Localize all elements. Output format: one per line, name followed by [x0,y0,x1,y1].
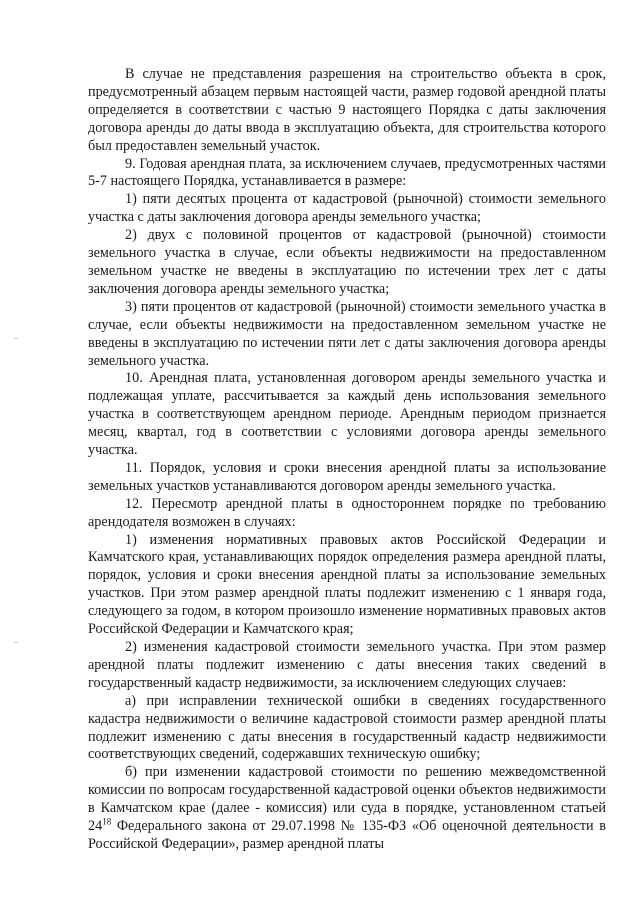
paragraph: 10. Арендная плата, установленная договором аренды земельного участка и подлежащая уплате, рассчитывается за каждый день использования земельного участка в соответствующем арендном периоде. Арендным периодом признается месяц, квартал, год в соответствии с условиями договора аренды земельного участка. [88,370,606,459]
margin-mark [14,338,18,339]
paragraph: 2) двух с половиной процентов от кадастровой (рыночной) стоимости земельного участка в случае, если объекты недвижимости на предоставленном земельном участке не введены в эксплуатацию по истечении трех лет с даты заключения договора аренды земельного участка; [88,227,606,297]
paragraph: 11. Порядок, условия и сроки внесения арендной платы за использование земельных участков устанавливаются договором аренды земельного участка. [88,459,606,494]
paragraph: а) при исправлении технической ошибки в сведениях государственного кадастра недвижимости о величине кадастровой стоимости размер арендной платы подлежит изменению с даты внесения в государственный кадастр недвижимости соответствующих сведений, содержавших техническую ошибку; [88,692,606,763]
paragraph: 3) пяти процентов от кадастровой (рыночной) стоимости земельного участка в случае, если объекты недвижимости на предоставленном земельном участке не введены в эксплуатацию по истечении пяти лет с даты заключения договора аренды земельного участка. [88,298,606,369]
paragraph-text: Федерального закона от 29.07.1998 № 135-ФЗ «Об оценочной деятельности в Российской Федерации», размер арендной платы [88,818,606,852]
paragraph-last [88,764,606,854]
paragraph: 2) изменения кадастровой стоимости земельного участка. При этом размер арендной платы подлежит изменению с даты внесения таких сведений в государственный кадастр недвижимости, за исключением следующих случаев: [88,639,606,691]
paragraph: 12. Пересмотр арендной платы в одностороннем порядке по требованию арендодателя возможен в случаях: [88,495,606,530]
paragraph-text: б) при изменении кадастровой стоимости по решению межведомственной комиссии по вопросам государственной кадастровой оценки объектов недвижимости в Камчатском крае (далее - комиссия) или суда в порядке, установленном статьей 24 [88,764,606,835]
paragraph: 1) изменения нормативных правовых актов Российской Федерации и Камчатского края, устанавливающих порядок определения размера арендной платы, порядок, условия и сроки внесения арендной платы за использование земельных участков. При этом размер арендной платы подлежит изменению с 1 января года, следующего за годом, в котором произошло изменение нормативных правовых актов Российской Федерации и Камчатского края; [88,531,606,638]
paragraph: 1) пяти десятых процента от кадастровой (рыночной) стоимости земельного участка с даты заключения договора аренды земельного участка; [88,191,606,226]
document-page [88,66,606,854]
paragraph: В случае не представления разрешения на строительство объекта в срок, предусмотренный абзацем первым настоящей части, размер годовой арендной платы определяется в соответствии с частью 9 настоящего Порядка с даты заключения договора аренды до даты ввода в эксплуатацию объекта, для строительства которого был предоставлен земельный участок. [88,66,606,154]
paragraph: 9. Годовая арендная плата, за исключением случаев, предусмотренных частями 5-7 настоящего Порядка, устанавливается в размере: [88,155,606,190]
article-superscript: 18 [102,816,112,827]
margin-mark [14,642,18,643]
